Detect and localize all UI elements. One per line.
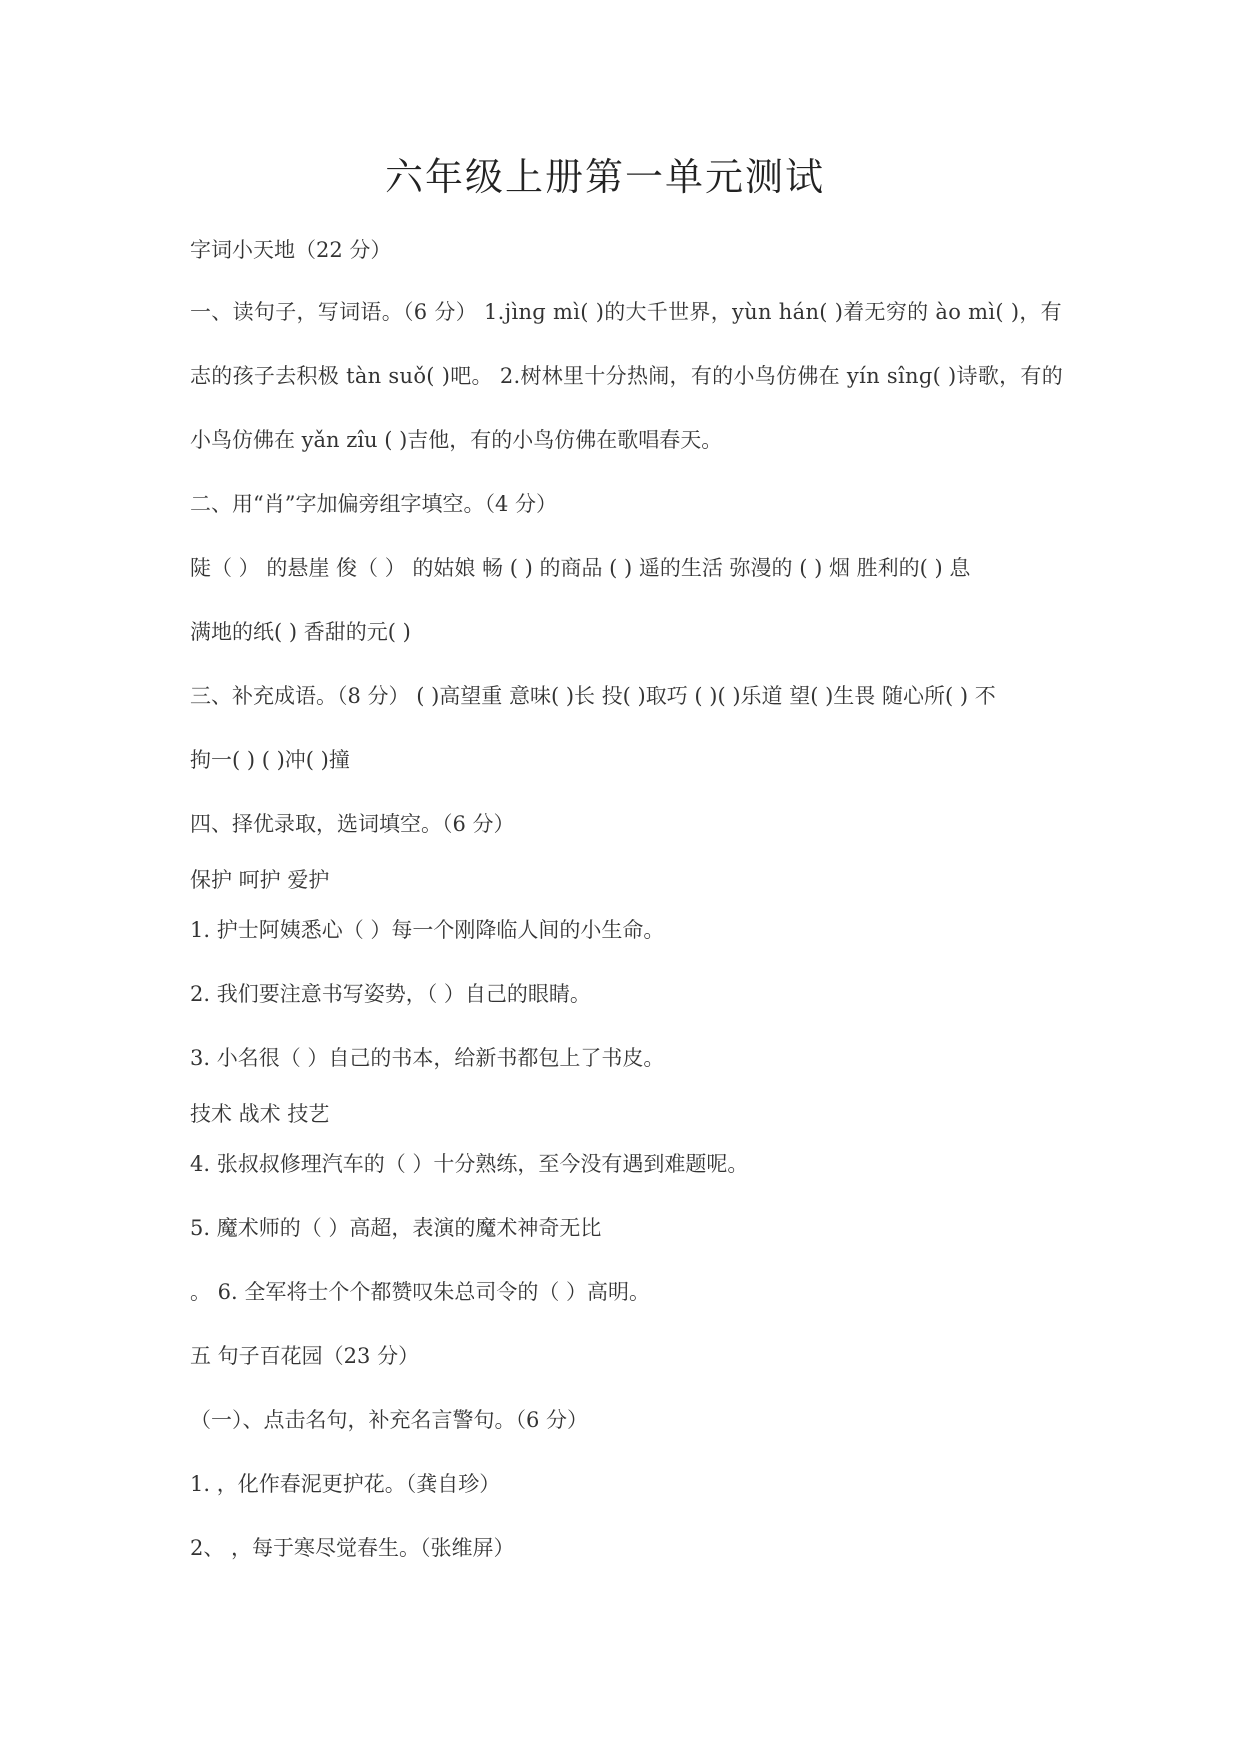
document-title: 六年级上册第一单元测试	[384, 155, 825, 199]
list-item: 3. 小名很（ ）自己的书本，给新书都包上了书皮。	[190, 1046, 665, 1070]
list-item: 2、 ，每于寒尽觉春生。（张维屏）	[190, 1536, 515, 1560]
list-item: 。 6. 全军将士个个都赞叹朱总司令的（ ）高明。	[190, 1280, 651, 1304]
list-item: 4. 张叔叔修理汽车的（ ）十分熟练，至今没有遇到难题呢。	[190, 1152, 749, 1176]
question-line: 陡（ ） 的悬崖 俊（ ） 的姑娘 畅 ( ) 的商品 ( ) 遥的生活 弥漫的 ( ) 烟 胜利的( ) 息	[190, 556, 971, 580]
question-heading: （一）、点击名句，补充名言警句。（6 分）	[190, 1408, 589, 1432]
word-choices: 技术 战术 技艺	[190, 1102, 330, 1126]
section-heading: 字词小天地（22 分）	[190, 238, 392, 262]
question-heading: 四、择优录取，选词填空。（6 分）	[190, 812, 515, 836]
question-line: 三、补充成语。（8 分） ( )高望重 意味( )长 投( )取巧 ( )( )乐道 望( )生畏 随心所( ) 不	[190, 684, 996, 708]
list-item: 5. 魔术师的（ ）高超，表演的魔术神奇无比	[190, 1216, 602, 1240]
question-line: 拘一( ) ( )冲( )撞	[190, 748, 350, 772]
list-item: 1. 护士阿姨悉心（ ）每一个刚降临人间的小生命。	[190, 918, 665, 942]
list-item: 2. 我们要注意书写姿势，（ ）自己的眼睛。	[190, 982, 591, 1006]
question-line: 小鸟仿佛在 yǎn zîu ( )吉他，有的小鸟仿佛在歌唱春天。	[190, 428, 723, 452]
question-line: 志的孩子去积极 tàn suǒ( )吧。 2.树林里十分热闹，有的小鸟仿佛在 yín sînɡ( )诗歌，有的	[190, 364, 1064, 388]
question-line: 一、读句子，写词语。（6 分） 1.jìnɡ mì( )的大千世界，yùn hán( )着无穷的 ào mì( )，有	[190, 300, 1062, 324]
list-item: 1. ，化作春泥更护花。（龚自珍）	[190, 1472, 501, 1496]
word-choices: 保护 呵护 爱护	[190, 868, 330, 892]
section-heading: 五 句子百花园（23 分）	[190, 1344, 420, 1368]
question-heading: 二、用“肖”字加偏旁组字填空。（4 分）	[190, 492, 558, 516]
question-line: 满地的纸( ) 香甜的元( )	[190, 620, 411, 644]
